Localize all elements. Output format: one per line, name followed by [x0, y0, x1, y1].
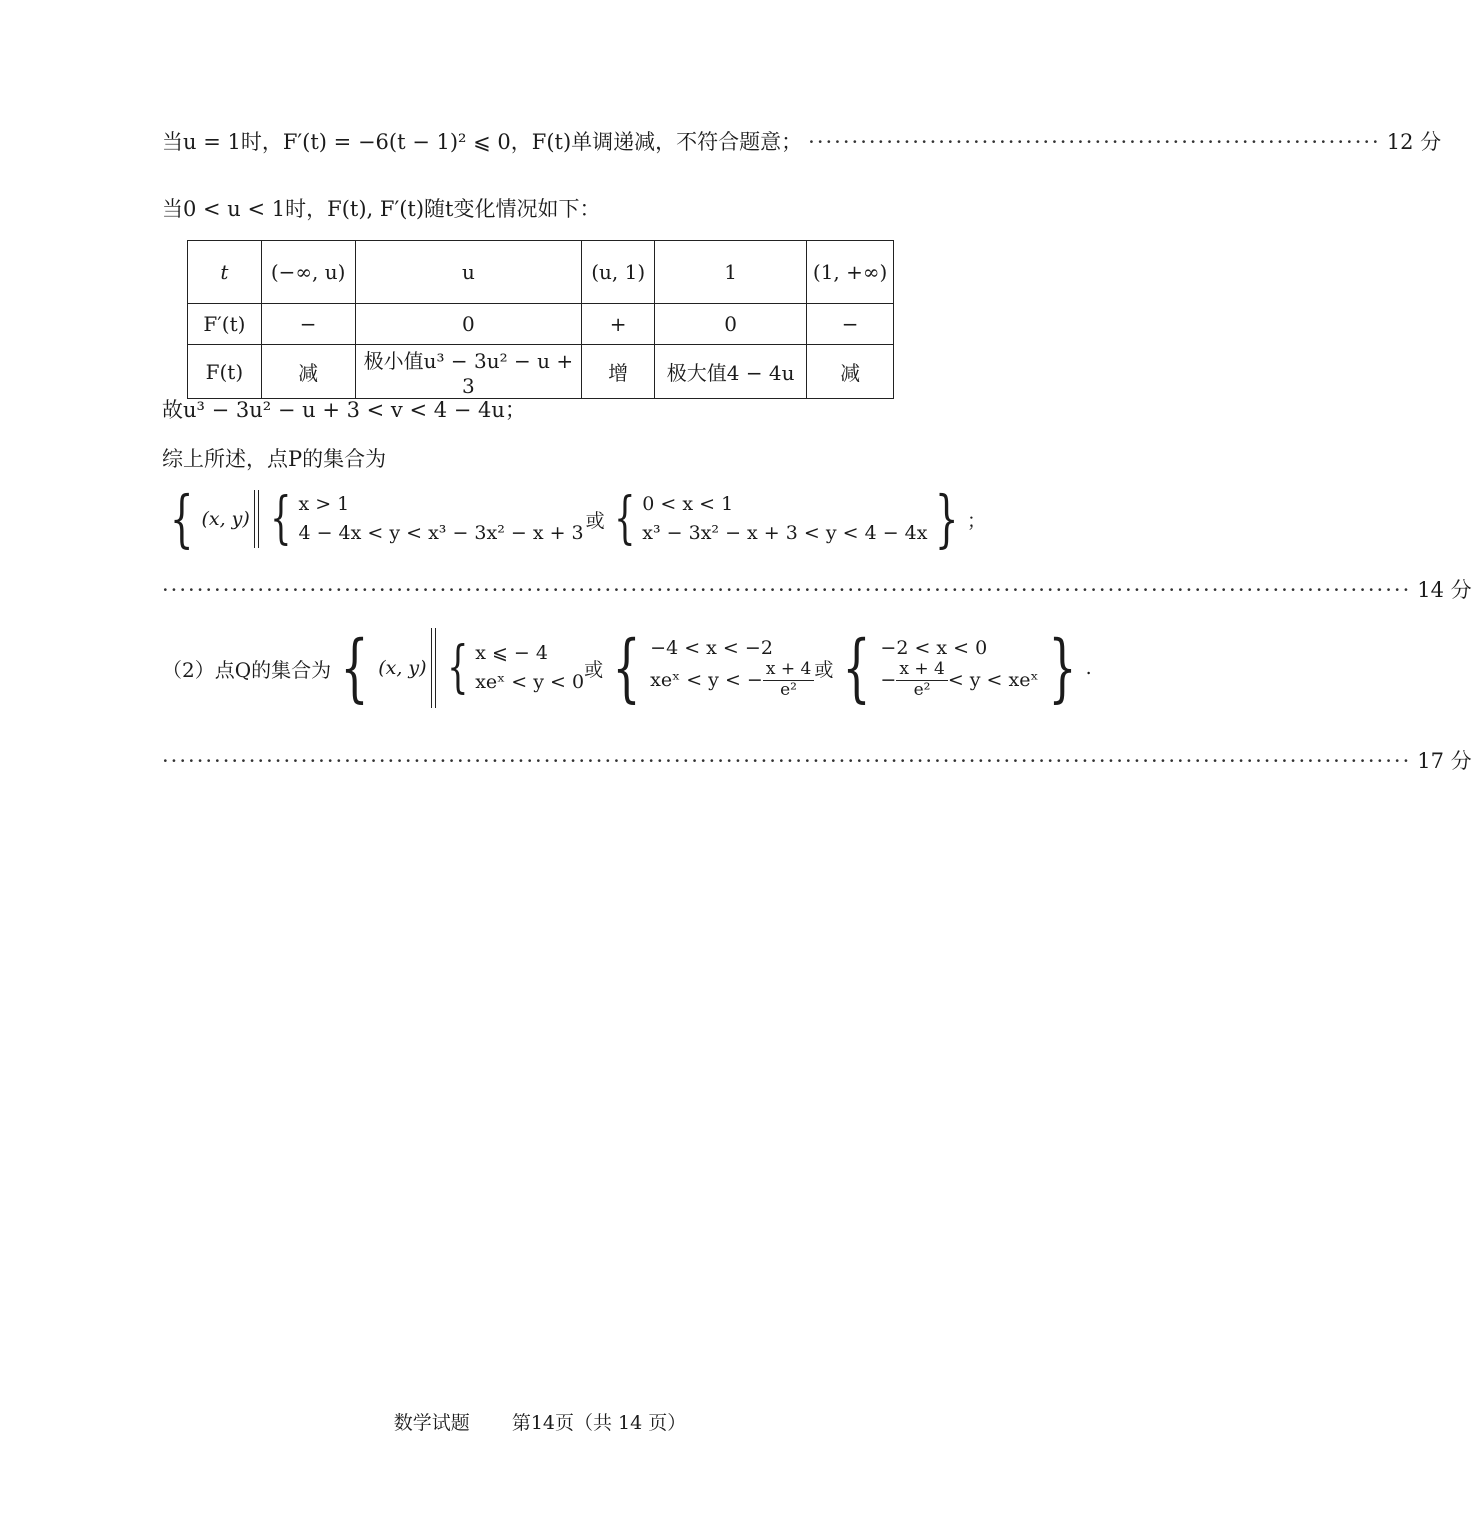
- condition-right: < y < xeˣ: [947, 669, 1039, 691]
- table-cell: 增: [582, 345, 655, 399]
- condition: x > 1: [298, 492, 350, 515]
- or-word: 或: [814, 658, 834, 681]
- part-2-label: （2）点Q的集合为: [162, 657, 332, 682]
- condition: 0 < x < 1: [642, 492, 734, 515]
- footer-page-number: 第14页（共 14 页）: [511, 1412, 687, 1434]
- table-cell: 0: [655, 304, 807, 345]
- score-17: 17 分: [1417, 749, 1472, 773]
- fraction-denominator: e²: [913, 679, 931, 700]
- table-cell: 减: [807, 345, 894, 399]
- dot-leader: ··································································: [808, 130, 1381, 154]
- dot-leader: ················································································································································: [162, 578, 1412, 602]
- set-p-system-2: [642, 490, 927, 549]
- table-cell: 极大值4 − 4u: [655, 345, 807, 399]
- left-brace: {: [340, 625, 369, 711]
- set-p-end: ；: [966, 509, 986, 532]
- set-q-system-3: [880, 636, 1038, 701]
- fraction-numerator: x + 4: [763, 660, 814, 681]
- case-u-between-0-1: 当0 < u < 1时，F(t), F′(t)随t变化情况如下：: [162, 197, 601, 221]
- table-cell: t: [188, 241, 262, 304]
- set-p-lead: (x, y): [201, 508, 250, 530]
- table-row: [188, 241, 894, 304]
- dot-leader: ················································································································································: [162, 749, 1412, 773]
- score-line-14: [162, 574, 1472, 604]
- table-cell: −: [261, 304, 355, 345]
- table-row: [188, 304, 894, 345]
- table-row: [188, 345, 894, 399]
- set-p-system-1: [298, 490, 583, 549]
- left-brace: {: [169, 482, 194, 555]
- set-divider: [431, 628, 436, 708]
- system-brace: {: [612, 625, 641, 711]
- score-12: 12 分: [1386, 130, 1442, 154]
- table-cell: −: [807, 304, 894, 345]
- table-cell: 减: [261, 345, 355, 399]
- set-q-system-1: [475, 639, 584, 698]
- condition: xeˣ < y < 0: [475, 671, 585, 693]
- condition: −2 < x < 0: [880, 636, 988, 659]
- fraction-denominator: e²: [780, 679, 798, 700]
- table-cell: F(t): [188, 345, 262, 399]
- table-cell: (1, +∞): [807, 241, 894, 304]
- right-brace: }: [935, 482, 960, 555]
- fraction: [896, 660, 947, 700]
- system-brace: {: [613, 486, 636, 551]
- fraction-numerator: x + 4: [896, 660, 947, 681]
- condition: [880, 660, 1038, 700]
- condition-left: xeˣ < y < −: [650, 669, 763, 691]
- table-cell: F′(t): [188, 304, 262, 345]
- condition: 4 − 4x < y < x³ − 3x² − x + 3: [298, 522, 584, 544]
- table-cell: 0: [355, 304, 582, 345]
- system-brace: {: [446, 635, 469, 700]
- conclusion-v-range: 故u³ − 3u² − u + 3 < v < 4 − 4u；: [162, 398, 526, 422]
- condition: −4 < x < −2: [650, 636, 773, 659]
- set-q-system-2: [650, 636, 814, 701]
- table-cell: u: [355, 241, 582, 304]
- footer-subject: 数学试题: [393, 1412, 470, 1434]
- set-divider: [254, 490, 259, 548]
- set-q-end: .: [1085, 657, 1092, 679]
- system-brace: {: [269, 486, 292, 551]
- case-u-equals-1: [162, 126, 1442, 156]
- table-cell: 极小值u³ − 3u² − u + 3: [355, 345, 582, 399]
- summary-heading: 综上所述，点P的集合为: [162, 447, 387, 471]
- condition-prefix: −: [880, 669, 897, 691]
- condition: x³ − 3x² − x + 3 < y < 4 − 4x: [642, 522, 928, 544]
- table-cell: (u, 1): [582, 241, 655, 304]
- table-cell: (−∞, u): [261, 241, 355, 304]
- set-q-lead: (x, y): [378, 657, 427, 679]
- right-brace: }: [1047, 625, 1077, 711]
- case-u-equals-1-text: 当u = 1时，F′(t) = −6(t − 1)² ⩽ 0，F(t)单调递减，不符合题意；: [162, 130, 803, 154]
- part-2-expression: [162, 625, 1092, 711]
- condition: x ⩽ − 4: [475, 641, 548, 664]
- fraction: [763, 660, 814, 700]
- set-p-expression: [162, 482, 986, 555]
- table-cell: 1: [655, 241, 807, 304]
- or-word: 或: [584, 658, 604, 681]
- score-line-17: [162, 745, 1472, 775]
- variation-table: [187, 240, 894, 399]
- table-cell: +: [582, 304, 655, 345]
- condition: [650, 660, 814, 700]
- page-footer: [0, 1408, 1080, 1435]
- score-14: 14 分: [1417, 578, 1472, 602]
- or-word: 或: [585, 509, 605, 532]
- system-brace: {: [842, 625, 872, 711]
